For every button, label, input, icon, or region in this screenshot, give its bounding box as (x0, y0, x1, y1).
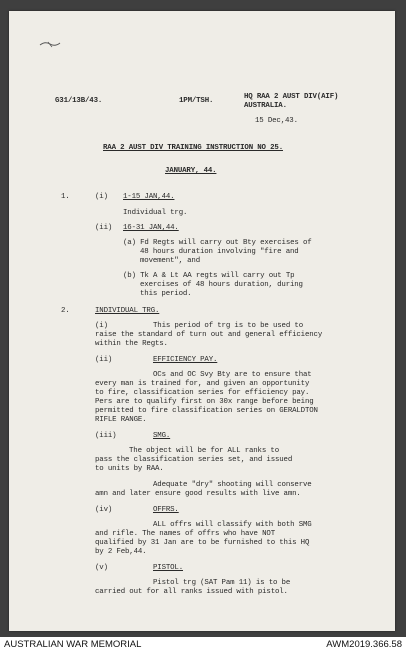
sender-reference: 1PM/TSH. (179, 97, 214, 105)
footer-accession-number: AWM2019.366.58 (326, 639, 402, 650)
section-2-i-label: (i) (95, 322, 108, 330)
document-date: 15 Dec,43. (255, 117, 298, 125)
section-2-ii-line: OCs and OC Svy Bty are to ensure that (153, 371, 312, 379)
section-2-i-line: raise the standard of turn out and general efficiency (95, 331, 323, 339)
section-2-ii-line: permitted to fire classification series on GERALDTON (95, 407, 318, 415)
section-2-iii-heading: SMG. (153, 432, 171, 440)
section-2-ii-label: (ii) (95, 356, 113, 364)
section-2-iii-line: Adequate "dry" shooting will conserve (153, 481, 312, 489)
section-2-number: 2. (61, 307, 70, 315)
section-2-i-line: within the Regts. (95, 340, 168, 348)
footer-bar (0, 637, 406, 653)
section-1-i-text: Individual trg. (123, 209, 188, 217)
section-1-i-label: (i) (95, 193, 108, 201)
section-2-ii-line: RIFLE RANGE. (95, 416, 147, 424)
section-1-b-line: (b) Tk A & Lt AA regts will carry out Tp (123, 272, 295, 280)
document-subtitle: JANUARY, 44. (165, 167, 217, 175)
section-2-v-heading: PISTOL. (153, 564, 183, 572)
section-2-ii-line: Pers are to qualify first on 30x range before being (95, 398, 314, 406)
handwritten-mark-icon (39, 39, 61, 49)
section-1-a-line: 48 hours duration involving "fire and (140, 248, 299, 256)
section-1-a-line: (a) Fd Regts will carry out Bty exercises of (123, 239, 312, 247)
section-1-ii-label: (ii) (95, 224, 113, 232)
section-2-iv-line: ALL offrs will classify with both SMG (153, 521, 312, 529)
section-2-iv-heading: OFFRS. (153, 506, 179, 514)
file-reference: G31/13B/43. (55, 97, 103, 105)
section-2-ii-heading: EFFICIENCY PAY. (153, 356, 218, 364)
document-page (9, 11, 395, 631)
hq-line-2: AUSTRALIA. (244, 102, 287, 110)
section-1-number: 1. (61, 193, 70, 201)
document-title: RAA 2 AUST DIV TRAINING INSTRUCTION NO 25. (103, 144, 283, 152)
section-2-v-line: Pistol trg (SAT Pam 11) is to be (153, 579, 291, 587)
section-2-iv-label: (iv) (95, 506, 113, 514)
section-2-iii-line: to units by RAA. (95, 465, 164, 473)
section-2-iii-label: (iii) (95, 432, 117, 440)
section-2-iii-line: pass the classification series set, and issued (95, 456, 293, 464)
section-2-v-label: (v) (95, 564, 108, 572)
section-1-i-heading: 1-15 JAN,44. (123, 193, 175, 201)
section-2-ii-line: to fire, classification series for efficiency pay. (95, 389, 310, 397)
section-1-b-line: exercises of 48 hours duration, during (140, 281, 303, 289)
footer-institution: AUSTRALIAN WAR MEMORIAL (4, 639, 142, 650)
hq-line-1: HQ RAA 2 AUST DIV(AIF) (244, 93, 339, 101)
section-2-i-line: This period of trg is to be used to (153, 322, 303, 330)
section-2-iv-line: qualified by 31 Jan are to be furnished to this HQ (95, 539, 310, 547)
section-2-iii-line: The object will be for ALL ranks to (129, 447, 279, 455)
section-2-ii-line: every man is trained for, and given an opportunity (95, 380, 310, 388)
section-1-b-line: this period. (140, 290, 192, 298)
section-2-v-line: carried out for all ranks issued with pistol. (95, 588, 288, 596)
section-1-a-line: movement", and (140, 257, 200, 265)
section-2-iv-line: and rifle. The names of offrs who have NOT (95, 530, 275, 538)
section-2-iv-line: by 2 Feb,44. (95, 548, 147, 556)
section-1-ii-heading: 16-31 JAN,44. (123, 224, 179, 232)
section-2-heading: INDIVIDUAL TRG. (95, 307, 160, 315)
section-2-iii-line: amn and later ensure good results with live amn. (95, 490, 301, 498)
